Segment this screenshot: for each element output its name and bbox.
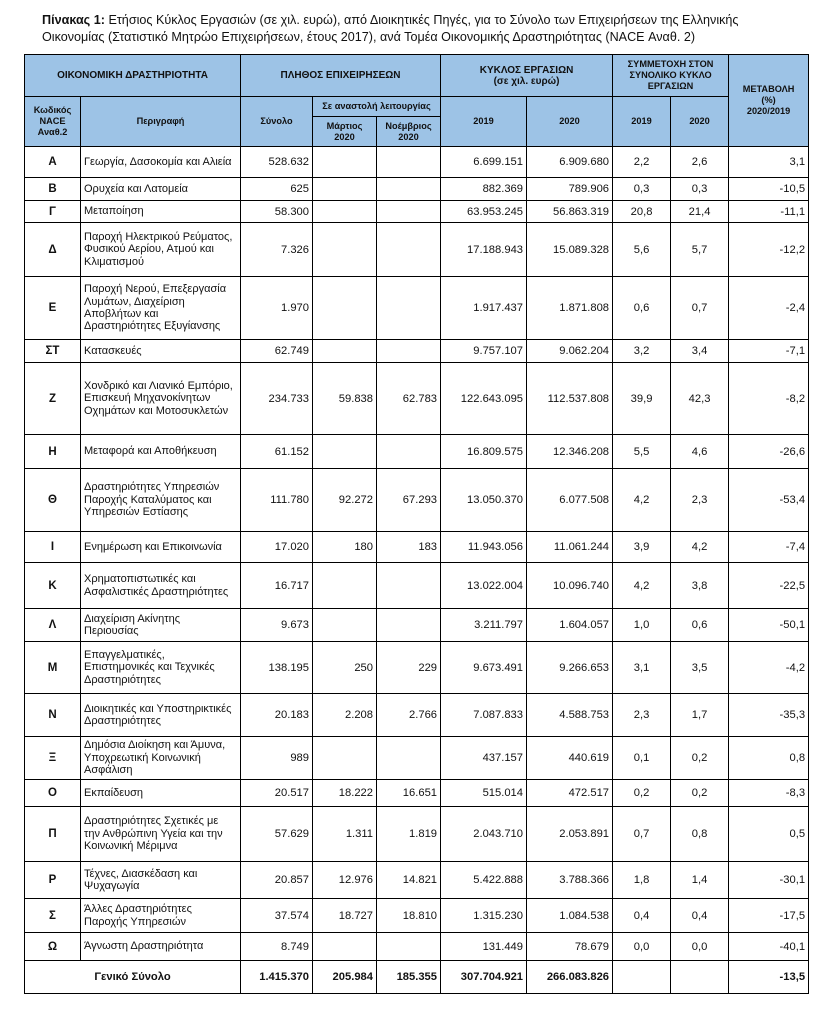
row-suspended-march: 59.838 bbox=[313, 363, 377, 435]
row-turnover-2019: 882.369 bbox=[441, 178, 527, 201]
row-description: Άγνωστη Δραστηριότητα bbox=[81, 933, 241, 961]
row-suspended-november: 183 bbox=[377, 532, 441, 563]
row-code: Ι bbox=[25, 532, 81, 563]
row-suspended-march bbox=[313, 563, 377, 609]
row-enterprises-total: 20.183 bbox=[241, 694, 313, 737]
row-share-2019: 4,2 bbox=[613, 469, 671, 532]
row-turnover-2019: 437.157 bbox=[441, 737, 527, 780]
row-enterprises-total: 9.673 bbox=[241, 609, 313, 642]
header-march: Μάρτιος 2020 bbox=[313, 117, 377, 147]
header-activity: ΟΙΚΟΝΟΜΙΚΗ ΔΡΑΣΤΗΡΙΟΤΗΤΑ bbox=[25, 55, 241, 97]
row-change: -11,1 bbox=[729, 201, 809, 223]
row-enterprises-total: 17.020 bbox=[241, 532, 313, 563]
row-description: Διαχείριση Ακίνητης Περιουσίας bbox=[81, 609, 241, 642]
grand-total-share-2019 bbox=[613, 961, 671, 994]
row-change: -17,5 bbox=[729, 899, 809, 933]
row-suspended-march bbox=[313, 178, 377, 201]
row-description: Τέχνες, Διασκέδαση και Ψυχαγωγία bbox=[81, 862, 241, 899]
row-share-2020: 0,7 bbox=[671, 277, 729, 340]
table-footer bbox=[25, 961, 809, 994]
table-row bbox=[25, 223, 809, 277]
row-description: Παροχή Ηλεκτρικού Ρεύματος, Φυσικού Αερίου, Ατμού και Κλιματισμού bbox=[81, 223, 241, 277]
row-turnover-2020: 6.077.508 bbox=[527, 469, 613, 532]
header-change-title: ΜΕΤΑΒΟΛΗ bbox=[742, 84, 795, 94]
row-turnover-2019: 63.953.245 bbox=[441, 201, 527, 223]
row-suspended-november: 229 bbox=[377, 642, 441, 694]
row-suspended-march bbox=[313, 147, 377, 178]
row-suspended-november bbox=[377, 609, 441, 642]
row-turnover-2020: 1.871.808 bbox=[527, 277, 613, 340]
row-share-2019: 1,0 bbox=[613, 609, 671, 642]
table-row bbox=[25, 201, 809, 223]
row-code: Ζ bbox=[25, 363, 81, 435]
row-share-2020: 1,7 bbox=[671, 694, 729, 737]
row-suspended-november bbox=[377, 223, 441, 277]
grand-total-turnover-2020: 266.083.826 bbox=[527, 961, 613, 994]
table-row bbox=[25, 933, 809, 961]
row-share-2019: 5,6 bbox=[613, 223, 671, 277]
table-row bbox=[25, 642, 809, 694]
row-description: Ενημέρωση και Επικοινωνία bbox=[81, 532, 241, 563]
row-share-2019: 3,1 bbox=[613, 642, 671, 694]
row-share-2020: 4,6 bbox=[671, 435, 729, 469]
row-turnover-2019: 13.022.004 bbox=[441, 563, 527, 609]
row-suspended-november bbox=[377, 147, 441, 178]
row-share-2020: 0,6 bbox=[671, 609, 729, 642]
row-suspended-november bbox=[377, 178, 441, 201]
row-code: Ο bbox=[25, 780, 81, 807]
row-enterprises-total: 625 bbox=[241, 178, 313, 201]
row-suspended-november: 2.766 bbox=[377, 694, 441, 737]
row-share-2019: 3,2 bbox=[613, 340, 671, 363]
row-change: -22,5 bbox=[729, 563, 809, 609]
row-description: Γεωργία, Δασοκομία και Αλιεία bbox=[81, 147, 241, 178]
row-description: Παροχή Νερού, Επεξεργασία Λυμάτων, Διαχείριση Αποβλήτων και Δραστηριότητες Εξυγίανσης bbox=[81, 277, 241, 340]
table-row bbox=[25, 780, 809, 807]
row-turnover-2020: 12.346.208 bbox=[527, 435, 613, 469]
row-suspended-november bbox=[377, 201, 441, 223]
row-turnover-2019: 17.188.943 bbox=[441, 223, 527, 277]
header-suspended: Σε αναστολή λειτουργίας bbox=[313, 97, 441, 117]
grand-total-turnover-2019: 307.704.921 bbox=[441, 961, 527, 994]
row-code: Ρ bbox=[25, 862, 81, 899]
row-turnover-2020: 440.619 bbox=[527, 737, 613, 780]
row-suspended-march bbox=[313, 933, 377, 961]
row-turnover-2020: 6.909.680 bbox=[527, 147, 613, 178]
row-turnover-2019: 6.699.151 bbox=[441, 147, 527, 178]
row-description: Μεταποίηση bbox=[81, 201, 241, 223]
row-change: -8,3 bbox=[729, 780, 809, 807]
row-code: Ω bbox=[25, 933, 81, 961]
row-share-2019: 0,3 bbox=[613, 178, 671, 201]
row-turnover-2019: 1.917.437 bbox=[441, 277, 527, 340]
row-enterprises-total: 61.152 bbox=[241, 435, 313, 469]
row-suspended-november bbox=[377, 340, 441, 363]
table-row bbox=[25, 807, 809, 862]
row-turnover-2020: 112.537.808 bbox=[527, 363, 613, 435]
caption-label: Πίνακας 1: bbox=[42, 13, 105, 27]
row-change: -7,4 bbox=[729, 532, 809, 563]
row-code: Ν bbox=[25, 694, 81, 737]
row-change: -40,1 bbox=[729, 933, 809, 961]
grand-total-march: 205.984 bbox=[313, 961, 377, 994]
row-suspended-march bbox=[313, 340, 377, 363]
row-change: -35,3 bbox=[729, 694, 809, 737]
row-share-2020: 0,2 bbox=[671, 737, 729, 780]
row-description: Χονδρικό και Λιανικό Εμπόριο, Επισκευή Μηχανοκίνητων Οχημάτων και Μοτοσυκλετών bbox=[81, 363, 241, 435]
row-turnover-2020: 11.061.244 bbox=[527, 532, 613, 563]
row-suspended-march: 92.272 bbox=[313, 469, 377, 532]
table-row bbox=[25, 737, 809, 780]
row-suspended-march: 250 bbox=[313, 642, 377, 694]
row-share-2020: 42,3 bbox=[671, 363, 729, 435]
row-turnover-2020: 2.053.891 bbox=[527, 807, 613, 862]
row-description: Διοικητικές και Υποστηρικτικές Δραστηριότητες bbox=[81, 694, 241, 737]
table-row bbox=[25, 363, 809, 435]
row-code: Α bbox=[25, 147, 81, 178]
row-share-2020: 0,3 bbox=[671, 178, 729, 201]
row-change: 0,5 bbox=[729, 807, 809, 862]
table-row bbox=[25, 563, 809, 609]
row-description: Μεταφορά και Αποθήκευση bbox=[81, 435, 241, 469]
row-share-2019: 0,7 bbox=[613, 807, 671, 862]
row-turnover-2019: 515.014 bbox=[441, 780, 527, 807]
row-code: Λ bbox=[25, 609, 81, 642]
row-suspended-november bbox=[377, 737, 441, 780]
row-description: Δραστηριότητες Υπηρεσιών Παροχής Καταλύματος και Υπηρεσιών Εστίασης bbox=[81, 469, 241, 532]
row-share-2020: 3,5 bbox=[671, 642, 729, 694]
header-total: Σύνολο bbox=[241, 97, 313, 147]
table-header bbox=[25, 55, 809, 147]
row-turnover-2020: 789.906 bbox=[527, 178, 613, 201]
grand-total-label: Γενικό Σύνολο bbox=[25, 961, 241, 994]
grand-total-row bbox=[25, 961, 809, 994]
row-share-2020: 4,2 bbox=[671, 532, 729, 563]
row-share-2019: 1,8 bbox=[613, 862, 671, 899]
header-description: Περιγραφή bbox=[81, 97, 241, 147]
row-enterprises-total: 16.717 bbox=[241, 563, 313, 609]
row-enterprises-total: 62.749 bbox=[241, 340, 313, 363]
row-enterprises-total: 37.574 bbox=[241, 899, 313, 933]
row-change: -10,5 bbox=[729, 178, 809, 201]
row-share-2020: 0,8 bbox=[671, 807, 729, 862]
row-share-2019: 0,4 bbox=[613, 899, 671, 933]
row-suspended-march bbox=[313, 737, 377, 780]
row-enterprises-total: 111.780 bbox=[241, 469, 313, 532]
row-change: -53,4 bbox=[729, 469, 809, 532]
grand-total-share-2020 bbox=[671, 961, 729, 994]
row-change: -4,2 bbox=[729, 642, 809, 694]
row-enterprises-total: 989 bbox=[241, 737, 313, 780]
row-share-2020: 21,4 bbox=[671, 201, 729, 223]
row-suspended-march: 18.222 bbox=[313, 780, 377, 807]
row-enterprises-total: 234.733 bbox=[241, 363, 313, 435]
header-share: ΣΥΜΜΕΤΟΧΗ ΣΤΟΝ ΣΥΝΟΛΙΚΟ ΚΥΚΛΟ ΕΡΓΑΣΙΩΝ bbox=[613, 55, 729, 97]
header-code: Κωδικός NACE Αναθ.2 bbox=[25, 97, 81, 147]
row-turnover-2019: 3.211.797 bbox=[441, 609, 527, 642]
table-caption bbox=[42, 12, 802, 46]
row-code: Π bbox=[25, 807, 81, 862]
table-row bbox=[25, 277, 809, 340]
header-enterprises: ΠΛΗΘΟΣ ΕΠΙΧΕΙΡΗΣΕΩΝ bbox=[241, 55, 441, 97]
row-turnover-2020: 78.679 bbox=[527, 933, 613, 961]
row-change: -7,1 bbox=[729, 340, 809, 363]
row-suspended-march: 12.976 bbox=[313, 862, 377, 899]
header-change-years: 2020/2019 bbox=[746, 106, 791, 116]
row-turnover-2020: 3.788.366 bbox=[527, 862, 613, 899]
row-turnover-2019: 9.757.107 bbox=[441, 340, 527, 363]
row-change: -8,2 bbox=[729, 363, 809, 435]
row-change: -30,1 bbox=[729, 862, 809, 899]
table-row bbox=[25, 862, 809, 899]
row-share-2020: 1,4 bbox=[671, 862, 729, 899]
row-description: Χρηματοπιστωτικές και Ασφαλιστικές Δραστηριότητες bbox=[81, 563, 241, 609]
row-change: -50,1 bbox=[729, 609, 809, 642]
row-turnover-2020: 10.096.740 bbox=[527, 563, 613, 609]
row-enterprises-total: 20.857 bbox=[241, 862, 313, 899]
table-row bbox=[25, 899, 809, 933]
row-turnover-2019: 122.643.095 bbox=[441, 363, 527, 435]
row-suspended-november: 62.783 bbox=[377, 363, 441, 435]
header-turnover-2020: 2020 bbox=[527, 97, 613, 147]
row-suspended-march bbox=[313, 609, 377, 642]
row-share-2020: 3,8 bbox=[671, 563, 729, 609]
row-turnover-2019: 1.315.230 bbox=[441, 899, 527, 933]
table-row bbox=[25, 532, 809, 563]
row-enterprises-total: 7.326 bbox=[241, 223, 313, 277]
row-suspended-march: 18.727 bbox=[313, 899, 377, 933]
row-turnover-2019: 16.809.575 bbox=[441, 435, 527, 469]
row-enterprises-total: 8.749 bbox=[241, 933, 313, 961]
row-turnover-2020: 15.089.328 bbox=[527, 223, 613, 277]
row-code: Γ bbox=[25, 201, 81, 223]
row-description: Κατασκευές bbox=[81, 340, 241, 363]
row-share-2019: 2,3 bbox=[613, 694, 671, 737]
row-code: Κ bbox=[25, 563, 81, 609]
row-suspended-november bbox=[377, 563, 441, 609]
row-description: Άλλες Δραστηριότητες Παροχής Υπηρεσιών bbox=[81, 899, 241, 933]
header-november: Νοέμβριος 2020 bbox=[377, 117, 441, 147]
header-change bbox=[729, 55, 809, 147]
row-turnover-2019: 13.050.370 bbox=[441, 469, 527, 532]
row-suspended-november bbox=[377, 933, 441, 961]
header-share-2020: 2020 bbox=[671, 97, 729, 147]
row-suspended-march: 1.311 bbox=[313, 807, 377, 862]
row-description: Ορυχεία και Λατομεία bbox=[81, 178, 241, 201]
table-row bbox=[25, 340, 809, 363]
row-share-2020: 2,6 bbox=[671, 147, 729, 178]
row-suspended-november: 67.293 bbox=[377, 469, 441, 532]
row-change: 3,1 bbox=[729, 147, 809, 178]
caption-text: Ετήσιος Κύκλος Εργασιών (σε χιλ. ευρώ), από Διοικητικές Πηγές, για το Σύνολο των Επιχειρήσεων της Ελληνικής Οικονομίας (Στατιστικό Μητρώο Επιχειρήσεων, έτους 2017), ανά Τομέα Οικονομικής Δραστηριότητας (NACE Αναθ. 2) bbox=[42, 13, 739, 44]
row-turnover-2020: 9.266.653 bbox=[527, 642, 613, 694]
row-enterprises-total: 58.300 bbox=[241, 201, 313, 223]
row-enterprises-total: 57.629 bbox=[241, 807, 313, 862]
row-code: Μ bbox=[25, 642, 81, 694]
table-row bbox=[25, 694, 809, 737]
row-suspended-november: 1.819 bbox=[377, 807, 441, 862]
row-turnover-2020: 472.517 bbox=[527, 780, 613, 807]
row-suspended-november: 16.651 bbox=[377, 780, 441, 807]
row-code: Β bbox=[25, 178, 81, 201]
row-share-2020: 3,4 bbox=[671, 340, 729, 363]
row-change: -2,4 bbox=[729, 277, 809, 340]
row-share-2019: 2,2 bbox=[613, 147, 671, 178]
row-code: ΣΤ bbox=[25, 340, 81, 363]
row-share-2019: 5,5 bbox=[613, 435, 671, 469]
row-change: -12,2 bbox=[729, 223, 809, 277]
row-turnover-2020: 56.863.319 bbox=[527, 201, 613, 223]
row-enterprises-total: 138.195 bbox=[241, 642, 313, 694]
row-change: 0,8 bbox=[729, 737, 809, 780]
row-share-2020: 0,4 bbox=[671, 899, 729, 933]
row-share-2020: 0,0 bbox=[671, 933, 729, 961]
row-code: Ε bbox=[25, 277, 81, 340]
row-turnover-2019: 7.087.833 bbox=[441, 694, 527, 737]
row-enterprises-total: 1.970 bbox=[241, 277, 313, 340]
row-suspended-march bbox=[313, 435, 377, 469]
row-turnover-2020: 4.588.753 bbox=[527, 694, 613, 737]
row-share-2020: 0,2 bbox=[671, 780, 729, 807]
row-suspended-november bbox=[377, 277, 441, 340]
row-description: Εκπαίδευση bbox=[81, 780, 241, 807]
row-share-2019: 0,0 bbox=[613, 933, 671, 961]
row-code: Ξ bbox=[25, 737, 81, 780]
header-turnover-title: ΚΥΚΛΟΣ ΕΡΓΑΣΙΩΝ bbox=[479, 64, 574, 76]
row-turnover-2019: 2.043.710 bbox=[441, 807, 527, 862]
row-suspended-november: 14.821 bbox=[377, 862, 441, 899]
header-turnover-unit: (σε χιλ. ευρώ) bbox=[493, 75, 560, 87]
row-share-2019: 4,2 bbox=[613, 563, 671, 609]
table-row bbox=[25, 609, 809, 642]
table-row bbox=[25, 435, 809, 469]
header-turnover bbox=[441, 55, 613, 97]
table-row bbox=[25, 469, 809, 532]
table-row bbox=[25, 178, 809, 201]
row-code: Δ bbox=[25, 223, 81, 277]
row-turnover-2019: 5.422.888 bbox=[441, 862, 527, 899]
grand-total-november: 185.355 bbox=[377, 961, 441, 994]
row-code: Η bbox=[25, 435, 81, 469]
header-change-unit: (%) bbox=[761, 95, 776, 105]
row-share-2019: 0,6 bbox=[613, 277, 671, 340]
grand-total-enterprises: 1.415.370 bbox=[241, 961, 313, 994]
row-share-2019: 20,8 bbox=[613, 201, 671, 223]
row-turnover-2019: 9.673.491 bbox=[441, 642, 527, 694]
row-change: -26,6 bbox=[729, 435, 809, 469]
header-share-2019: 2019 bbox=[613, 97, 671, 147]
row-enterprises-total: 528.632 bbox=[241, 147, 313, 178]
row-turnover-2020: 1.084.538 bbox=[527, 899, 613, 933]
row-turnover-2020: 1.604.057 bbox=[527, 609, 613, 642]
row-turnover-2019: 11.943.056 bbox=[441, 532, 527, 563]
row-share-2019: 0,1 bbox=[613, 737, 671, 780]
row-code: Σ bbox=[25, 899, 81, 933]
row-description: Δημόσια Διοίκηση και Άμυνα, Υποχρεωτική Κοινωνική Ασφάλιση bbox=[81, 737, 241, 780]
table-body bbox=[25, 147, 809, 961]
row-enterprises-total: 20.517 bbox=[241, 780, 313, 807]
row-description: Δραστηριότητες Σχετικές με την Ανθρώπινη Υγεία και την Κοινωνική Μέριμνα bbox=[81, 807, 241, 862]
header-turnover-2019: 2019 bbox=[441, 97, 527, 147]
row-suspended-march bbox=[313, 277, 377, 340]
row-suspended-november: 18.810 bbox=[377, 899, 441, 933]
grand-total-change: -13,5 bbox=[729, 961, 809, 994]
turnover-table bbox=[24, 54, 809, 994]
row-share-2019: 0,2 bbox=[613, 780, 671, 807]
row-suspended-november bbox=[377, 435, 441, 469]
row-share-2020: 5,7 bbox=[671, 223, 729, 277]
row-share-2019: 3,9 bbox=[613, 532, 671, 563]
row-turnover-2019: 131.449 bbox=[441, 933, 527, 961]
row-suspended-march: 2.208 bbox=[313, 694, 377, 737]
row-turnover-2020: 9.062.204 bbox=[527, 340, 613, 363]
table-row bbox=[25, 147, 809, 178]
row-code: Θ bbox=[25, 469, 81, 532]
row-share-2020: 2,3 bbox=[671, 469, 729, 532]
row-suspended-march: 180 bbox=[313, 532, 377, 563]
row-share-2019: 39,9 bbox=[613, 363, 671, 435]
row-suspended-march bbox=[313, 223, 377, 277]
row-description: Επαγγελματικές, Επιστημονικές και Τεχνικές Δραστηριότητες bbox=[81, 642, 241, 694]
row-suspended-march bbox=[313, 201, 377, 223]
